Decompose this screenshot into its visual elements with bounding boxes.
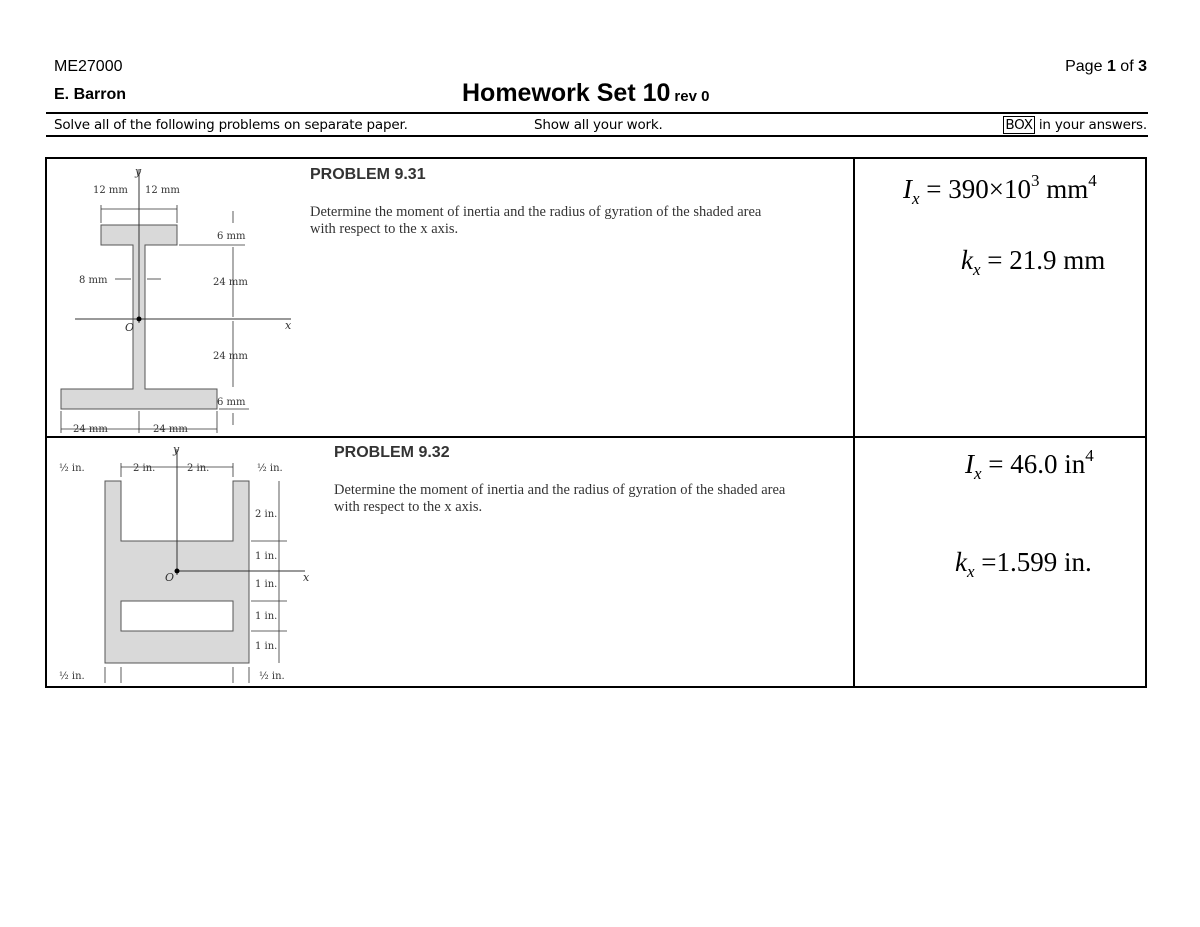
fig1-dim-24mm-base-left: 24 mm: [73, 424, 108, 435]
figure-i-beam: [55, 163, 295, 435]
answer-9-31-kx: [961, 245, 1105, 280]
problem-9-32-description: Determine the moment of inertia and the radius of gyration of the shaded area with respect to the x axis.: [334, 482, 786, 515]
header-rule-top: [46, 112, 1148, 114]
instruction-show-work: Show all your work.: [534, 117, 663, 133]
kx-sub: x: [972, 260, 981, 279]
ix-unit-exp: 4: [1088, 171, 1097, 190]
fig2-dim-1in-d: 1 in.: [255, 641, 278, 652]
fig1-dim-24mm-upper: 24 mm: [213, 277, 248, 288]
fig2-dim-2in-vertical: 2 in.: [255, 509, 278, 520]
fig2-dim-half-in-bottom-left: ½ in.: [59, 671, 85, 682]
fig1-origin: O: [125, 321, 135, 334]
fig2-dim-half-in-bottom-right: ½ in.: [259, 671, 285, 682]
title-text: Homework Set 10: [462, 79, 671, 107]
fig1-axis-x: x: [285, 319, 292, 332]
page-current: 1: [1106, 58, 1116, 75]
fig1-dim-8mm: 8 mm: [79, 275, 108, 286]
fig2-dim-2in-right: 2 in.: [187, 463, 210, 474]
kx2-symbol: k: [955, 547, 967, 577]
kx-symbol: k: [961, 245, 973, 275]
header-rule-bottom: [46, 135, 1148, 137]
page-of: of: [1120, 58, 1134, 75]
fig2-dim-1in-c: 1 in.: [255, 611, 278, 622]
ix2-sub: x: [974, 464, 982, 483]
ix-exp: 3: [1031, 171, 1040, 190]
answer-9-32-ix: [965, 446, 1094, 484]
ix-expr: = 390×10: [926, 174, 1032, 204]
problem-9-32-title: PROBLEM 9.32: [334, 444, 450, 461]
author-name: E. Barron: [54, 86, 127, 103]
row-divider: [47, 436, 1145, 438]
fig2-dim-1in-a: 1 in.: [255, 551, 278, 562]
ix2-expr: = 46.0 in: [988, 449, 1086, 479]
page-indicator: [1065, 58, 1147, 76]
fig2-axis-x: x: [303, 571, 310, 584]
column-divider: [853, 159, 855, 686]
fig2-dim-1in-b: 1 in.: [255, 579, 278, 590]
ix-symbol: I: [903, 174, 912, 204]
document-title: [462, 79, 709, 108]
instruction-separate-paper: Solve all of the following problems on separate paper.: [54, 117, 408, 133]
answer-9-31-ix: [903, 171, 1097, 209]
answer-9-32-kx: [955, 547, 1092, 582]
problem-table: [45, 157, 1147, 688]
fig2-dim-half-in-top-left: ½ in.: [59, 463, 85, 474]
fig1-dim-6mm-top: 6 mm: [217, 231, 246, 242]
ix-unit: mm: [1039, 174, 1089, 204]
ix2-exp: 4: [1085, 446, 1094, 465]
instruction-box-answers: [1003, 117, 1147, 133]
fig1-dim-24mm-base-right: 24 mm: [153, 424, 188, 435]
course-code: ME27000: [54, 58, 123, 75]
fig2-dim-2in-left: 2 in.: [133, 463, 156, 474]
problem-9-31-description: Determine the moment of inertia and the radius of gyration of the shaded area with respect to the x axis.: [310, 204, 762, 237]
fig1-dim-12mm-left: 12 mm: [93, 185, 128, 196]
ix-sub: x: [912, 189, 920, 208]
fig1-dim-24mm-lower: 24 mm: [213, 351, 248, 362]
figure-h-section: [55, 441, 315, 687]
box-word: BOX: [1005, 117, 1033, 133]
kx2-sub: x: [966, 562, 975, 581]
fig2-axis-y: y: [173, 443, 180, 456]
kx2-expr: =1.599 in.: [981, 547, 1092, 577]
revision-label: rev 0: [674, 88, 710, 105]
ix2-symbol: I: [965, 449, 974, 479]
instruction-box-rest: in your answers.: [1034, 117, 1147, 133]
page-label: Page: [1065, 58, 1103, 75]
fig2-origin: O: [165, 571, 175, 584]
fig1-axis-y: y: [135, 165, 142, 178]
fig1-dim-12mm-right: 12 mm: [145, 185, 180, 196]
kx-expr: = 21.9 mm: [987, 245, 1106, 275]
problem-9-31-title: PROBLEM 9.31: [310, 166, 426, 183]
fig1-dim-6mm-bottom: 6 mm: [217, 397, 246, 408]
page-total: 3: [1138, 58, 1147, 75]
fig2-dim-half-in-top-right: ½ in.: [257, 463, 283, 474]
